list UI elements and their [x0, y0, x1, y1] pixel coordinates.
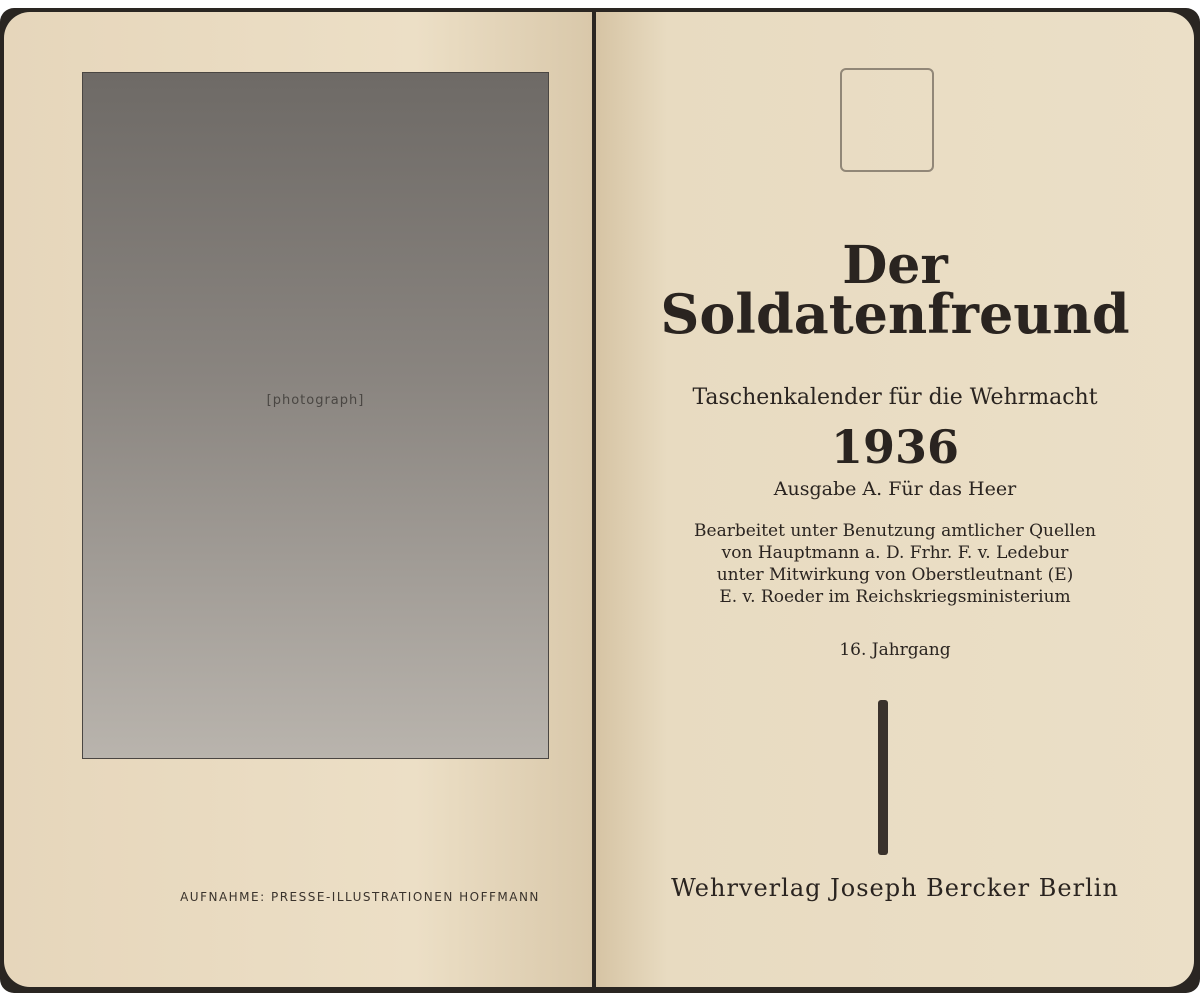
authors-line: Bearbeitet unter Benutzung amtlicher Quellen [694, 521, 1096, 541]
emblem-placeholder-icon [840, 68, 934, 172]
publisher: Wehrverlag Joseph Bercker Berlin [671, 874, 1119, 902]
authors-line: E. v. Roeder im Reichskriegsministerium [719, 587, 1071, 607]
edition: Ausgabe A. Für das Heer [773, 478, 1017, 500]
year: 1936 [830, 420, 960, 474]
subtitle: Taschenkalender für die Wehrmacht [692, 385, 1098, 410]
photograph-placeholder [82, 72, 549, 759]
photo-placeholder-label: [photograph] [266, 393, 365, 408]
authors-line: unter Mitwirkung von Oberstleutnant (E) [716, 565, 1074, 585]
dagger-ornament-icon [878, 700, 888, 855]
title-line-2: Soldatenfreund [660, 282, 1130, 346]
title-line-1: Der [842, 235, 948, 296]
volume: 16. Jahrgang [839, 640, 951, 660]
authors-block [596, 520, 1194, 608]
photo-credit: AUFNAHME: PRESSE-ILLUSTRATIONEN HOFFMANN [180, 890, 540, 904]
authors-line: von Hauptmann a. D. Frhr. F. v. Ledebur [721, 543, 1069, 563]
